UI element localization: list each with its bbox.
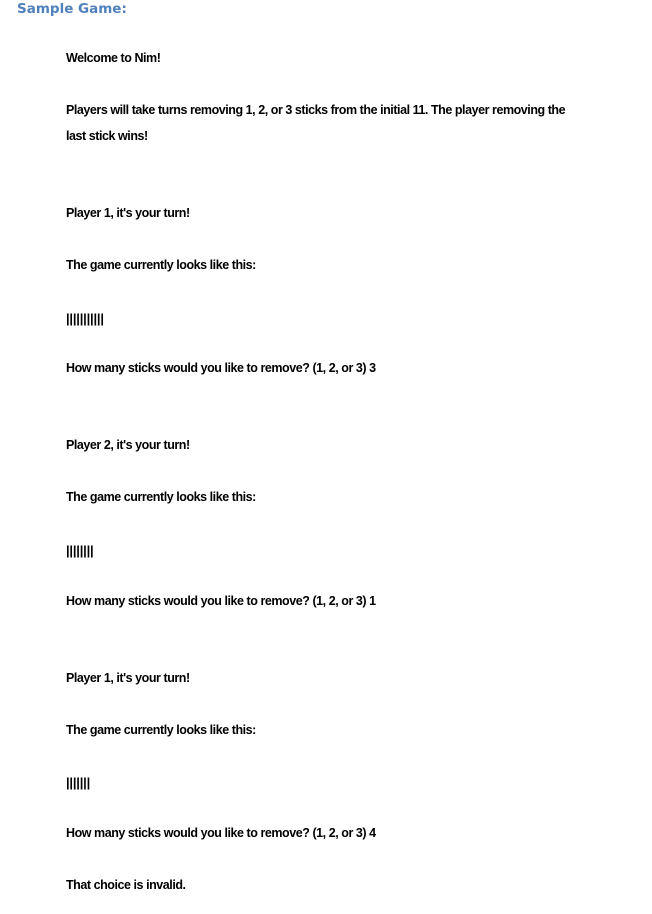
turn-1-state-label: The game currently looks like this:	[66, 258, 256, 272]
welcome-message: Welcome to Nim!	[66, 51, 161, 65]
turn-3-player-prompt: Player 1, it's your turn!	[66, 671, 190, 685]
turn-1-player-prompt: Player 1, it's your turn!	[66, 206, 190, 220]
rules-text-line-1: Players will take turns removing 1, 2, or 3 sticks from the initial 11. The player removing the	[66, 103, 566, 117]
invalid-choice-message: That choice is invalid.	[66, 878, 186, 892]
turn-3-question: How many sticks would you like to remove? (1, 2, or 3) 4	[66, 826, 376, 840]
rules-text-line-2: last stick wins!	[66, 129, 148, 143]
turn-3-state-label: The game currently looks like this:	[66, 723, 256, 737]
turn-2-sticks: ||||||||	[66, 543, 94, 558]
turn-1-sticks: |||||||||||	[66, 311, 104, 326]
turn-1-question: How many sticks would you like to remove? (1, 2, or 3) 3	[66, 361, 376, 375]
section-heading: Sample Game:	[17, 1, 127, 17]
turn-3-sticks: |||||||	[66, 775, 91, 790]
turn-2-player-prompt: Player 2, it's your turn!	[66, 438, 190, 452]
turn-2-question: How many sticks would you like to remove? (1, 2, or 3) 1	[66, 594, 376, 608]
turn-2-state-label: The game currently looks like this:	[66, 490, 256, 504]
